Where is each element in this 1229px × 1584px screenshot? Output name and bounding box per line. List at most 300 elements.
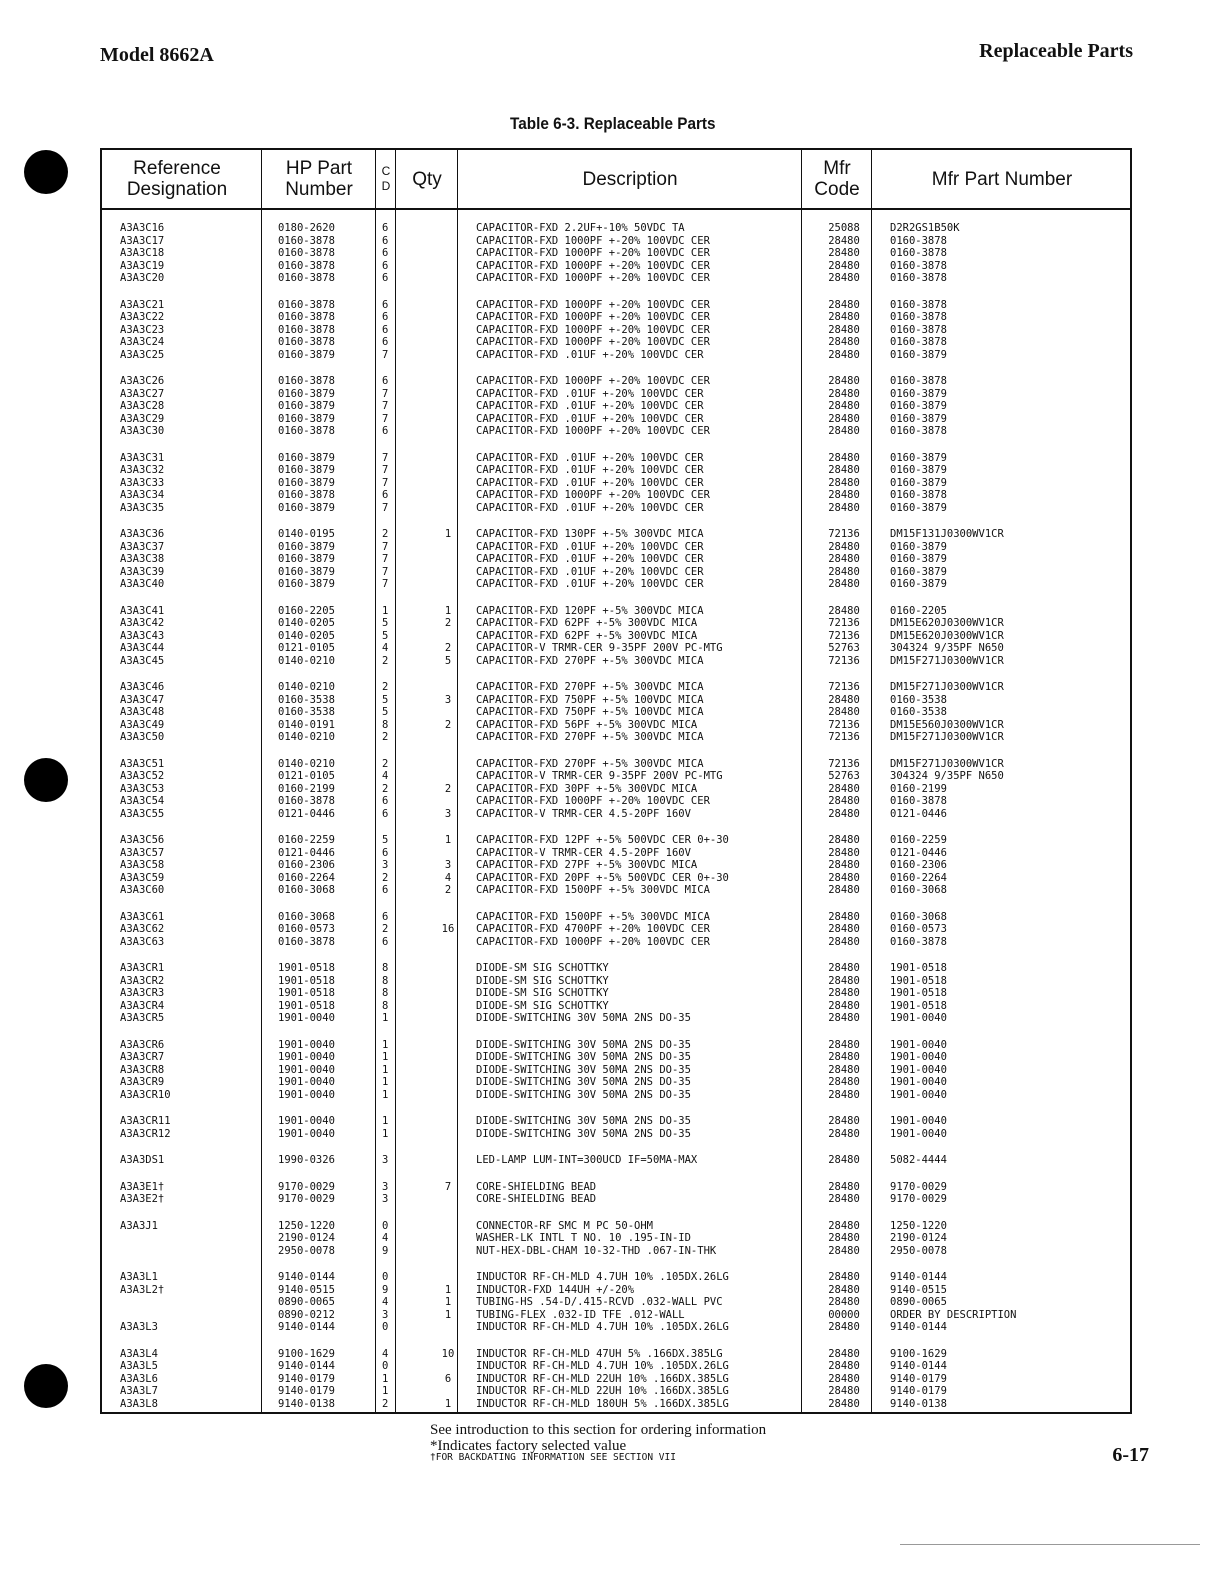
cell-hp-part: 9100-1629 [278,1347,335,1360]
cell-hp-part: 1901-0518 [278,962,335,974]
cell-mfr-part: 0160-2205 [890,604,947,617]
cell-hp-part: 9140-0144 [278,1321,335,1333]
cell-mfr-code: 52763 [828,642,860,654]
cell-mfr-part: 0160-3878 [890,311,947,323]
cell-hp-part: 0160-3878 [278,234,335,247]
cell-mfr-code: 28480 [828,795,860,807]
cell-mfr-code: 28480 [828,1321,860,1333]
cell-reference: A3A3C27 [120,387,165,400]
cell-description: CAPACITOR-FXD .01UF +-20% 100VDC CER [476,540,704,553]
cell-description: CAPACITOR-FXD .01UF +-20% 100VDC CER [476,464,704,476]
header-reference-designation: Reference Designation [126,158,228,200]
row-group [102,758,1130,821]
cell-mfr-part: 0160-3068 [890,910,947,923]
cell-cd: 1 [382,1051,389,1063]
cell-cd: 1 [382,1088,389,1101]
cell-reference: A3A3L7 [120,1385,158,1397]
cell-mfr-part: 0160-3538 [890,693,947,706]
cell-mfr-code: 28480 [828,234,860,247]
cell-description: CAPACITOR-FXD 20PF +-5% 500VDC CER 0+-30 [476,871,729,884]
table-row [102,962,1130,975]
cell-mfr-code: 28480 [828,298,860,311]
cell-mfr-part: 0160-2259 [890,834,947,846]
cell-mfr-part: 2950-0078 [890,1244,947,1257]
cell-mfr-part: 0160-3879 [890,553,947,565]
cell-cd: 0 [382,1321,389,1333]
table-row [102,489,1130,502]
cell-cd: 7 [382,578,389,590]
table-row [102,872,1130,885]
cell-description: CAPACITOR-FXD 270PF +-5% 300VDC MICA [476,757,704,770]
cell-cd: 5 [382,617,389,629]
cell-cd: 6 [382,247,389,259]
header-description: Description [582,168,678,190]
cell-cd: 5 [382,629,389,642]
cell-reference: A3A3E1† [120,1180,165,1193]
cell-reference: A3A3C30 [120,425,165,437]
table-row [102,1321,1130,1334]
cell-description: INDUCTOR RF-CH-MLD 47UH 5% .166DX.385LG [476,1347,723,1360]
cell-qty: 7 [444,1180,452,1193]
cell-hp-part: 0160-3879 [278,387,335,400]
table-row [102,923,1130,936]
cell-reference: A3A3C20 [120,272,165,284]
cell-cd: 6 [382,935,389,948]
cell-reference: A3A3C50 [120,731,165,743]
cell-mfr-part: 304324 9/35PF N650 [890,642,1004,654]
table-row [102,1089,1130,1102]
table-row [102,731,1130,744]
cell-description: CAPACITOR-V TRMR-CER 9-35PF 200V PC-MTG [476,642,723,654]
cell-description: CAPACITOR-FXD 1000PF +-20% 100VDC CER [476,795,710,807]
model-header: Model 8662A [100,44,214,66]
cell-mfr-code: 28480 [828,604,860,617]
cell-mfr-part: 0160-3879 [890,400,947,412]
cell-hp-part: 0160-3879 [278,565,335,578]
cell-hp-part: 0160-3538 [278,693,335,706]
cell-hp-part: 0160-0573 [278,923,335,935]
cell-mfr-code: 28480 [828,1115,860,1127]
cell-mfr-code: 28480 [828,693,860,706]
cell-reference: A3A3C26 [120,375,165,387]
cell-reference: A3A3C52 [120,770,165,782]
cell-mfr-part: 1901-0518 [890,987,947,999]
cell-description: CAPACITOR-FXD 1000PF +-20% 100VDC CER [476,336,710,348]
header-qty: Qty [412,168,442,190]
cell-mfr-code: 28480 [828,1127,860,1140]
table-row [102,336,1130,349]
binder-hole-top [24,150,68,194]
cell-mfr-code: 72136 [828,718,860,731]
row-group [102,1154,1130,1167]
cell-mfr-code: 28480 [828,1385,860,1397]
cell-description: CAPACITOR-FXD 750PF +-5% 100VDC MICA [476,693,704,706]
table-row [102,1245,1130,1258]
cell-cd: 1 [382,1385,389,1397]
cell-reference: A3A3C59 [120,871,165,884]
cell-reference: A3A3C35 [120,501,165,514]
table-row [102,911,1130,924]
cell-description: INDUCTOR-FXD 144UH +/-20% [476,1283,635,1296]
cell-mfr-part: 0160-3538 [890,706,947,718]
cell-mfr-part: DM15E560J0300WV1CR [890,718,1004,731]
cell-cd: 6 [382,884,389,896]
cell-hp-part: 0121-0105 [278,642,335,654]
cell-cd: 4 [382,770,389,782]
row-group [102,375,1130,438]
cell-cd: 6 [382,795,389,807]
cell-mfr-code: 28480 [828,323,860,336]
cell-mfr-code: 72136 [828,681,860,693]
cell-cd: 1 [382,1372,389,1385]
cell-reference: A3A3CR5 [120,1012,165,1024]
cell-mfr-part: 0160-3879 [890,501,947,514]
cell-qty: 1 [444,1397,452,1410]
cell-mfr-code: 28480 [828,501,860,514]
cell-description: CONNECTOR-RF SMC M PC 50-OHM [476,1219,654,1232]
cell-description: CAPACITOR-FXD 62PF +-5% 300VDC MICA [476,629,698,642]
table-row [102,1220,1130,1233]
cell-mfr-part: 9140-0179 [890,1372,947,1385]
table-row [102,987,1130,1000]
cell-mfr-part: 0160-3878 [890,247,947,259]
cell-reference: A3A3C22 [120,311,165,323]
cell-mfr-code: 28480 [828,272,860,284]
cell-hp-part: 0160-2264 [278,871,335,884]
cell-description: CAPACITOR-FXD 1000PF +-20% 100VDC CER [476,272,710,284]
cell-description: CAPACITOR-FXD 270PF +-5% 300VDC MICA [476,731,704,743]
cell-hp-part: 9170-0029 [278,1193,335,1205]
cell-cd: 2 [382,782,389,795]
cell-cd: 2 [382,528,389,540]
table-row [102,605,1130,618]
row-group [102,911,1130,949]
cell-cd: 6 [382,910,389,923]
cell-mfr-code: 28480 [828,1180,860,1193]
table-row [102,642,1130,655]
table-row [102,578,1130,591]
cell-mfr-code: 28480 [828,1360,860,1372]
cell-cd: 6 [382,425,389,437]
cell-mfr-code: 28480 [828,1397,860,1410]
header-hp-part-number: HP Part Number [285,158,353,200]
cell-hp-part: 0121-0105 [278,770,335,782]
cell-hp-part: 0890-0065 [278,1296,335,1308]
row-group [102,222,1130,285]
cell-reference: A3A3C36 [120,528,165,540]
cell-mfr-part: 0160-3879 [890,348,947,361]
cell-cd: 0 [382,1360,389,1372]
cell-mfr-part: 0160-2306 [890,859,947,871]
cell-reference: A3A3CR10 [120,1088,171,1101]
cell-mfr-code: 28480 [828,464,860,476]
cell-qty: 10 [441,1347,455,1360]
cell-mfr-code: 28480 [828,807,860,820]
cell-cd: 2 [382,757,389,770]
cell-mfr-part: 0160-3878 [890,272,947,284]
footnote-backdating: †FOR BACKDATING INFORMATION SEE SECTION VII [430,1452,676,1463]
table-row [102,375,1130,388]
cell-cd: 6 [382,222,389,234]
cell-hp-part: 0160-3879 [278,451,335,464]
cell-mfr-code: 28480 [828,489,860,501]
cell-mfr-part: 0160-3878 [890,375,947,387]
table-row [102,477,1130,490]
cell-hp-part: 9140-0144 [278,1271,335,1283]
cell-reference: A3A3C47 [120,693,165,706]
cell-cd: 0 [382,1271,389,1283]
section-header: Replaceable Parts [979,40,1133,62]
cell-mfr-part: 0160-3879 [890,565,947,578]
row-group [102,299,1130,362]
cell-mfr-part: 0121-0446 [890,846,947,859]
cell-reference: A3A3C61 [120,910,165,923]
cell-hp-part: 0160-3538 [278,706,335,718]
cell-description: CAPACITOR-FXD 1000PF +-20% 100VDC CER [476,247,710,259]
table-row [102,1012,1130,1025]
cell-mfr-code: 28480 [828,553,860,565]
cell-reference: A3A3C56 [120,834,165,846]
cell-description: CAPACITOR-FXD 270PF +-5% 300VDC MICA [476,654,704,667]
table-row [102,758,1130,771]
table-row [102,1309,1130,1322]
cell-reference: A3A3CR1 [120,962,165,974]
cell-cd: 6 [382,846,389,859]
cell-reference: A3A3C28 [120,400,165,412]
cell-cd: 4 [382,1232,389,1244]
cell-hp-part: 1901-0040 [278,1038,335,1051]
cell-hp-part: 0140-0191 [278,718,335,731]
cell-mfr-part: 2190-0124 [890,1232,947,1244]
table-row [102,694,1130,707]
cell-description: DIODE-SWITCHING 30V 50MA 2NS DO-35 [476,1076,691,1088]
cell-reference: A3A3E2† [120,1193,165,1205]
cell-mfr-code: 28480 [828,348,860,361]
cell-mfr-code: 28480 [828,540,860,553]
binder-hole-middle [24,758,68,802]
table-row [102,706,1130,719]
cell-description: CAPACITOR-FXD 30PF +-5% 300VDC MICA [476,782,698,795]
table-row [102,1373,1130,1386]
cell-mfr-code: 28480 [828,1193,860,1205]
cell-mfr-code: 28480 [828,910,860,923]
cell-description: CORE-SHIELDING BEAD [476,1193,597,1205]
cell-mfr-code: 28480 [828,1244,860,1257]
cell-cd: 8 [382,987,389,999]
cell-mfr-part: DM15F271J0300WV1CR [890,681,1004,693]
cell-mfr-code: 28480 [828,247,860,259]
cell-reference: A3A3C33 [120,476,165,489]
cell-description: INDUCTOR RF-CH-MLD 4.7UH 10% .105DX.26LG [476,1360,729,1372]
table-row [102,222,1130,235]
cell-description: CAPACITOR-V TRMR-CER 4.5-20PF 160V [476,807,691,820]
cell-mfr-part: 9170-0029 [890,1180,947,1193]
cell-hp-part: 0140-0195 [278,528,335,540]
table-row [102,272,1130,285]
cell-cd: 6 [382,311,389,323]
cell-reference: A3A3C62 [120,923,165,935]
cell-mfr-part: 0160-3879 [890,464,947,476]
cell-qty: 4 [444,871,452,884]
row-group [102,681,1130,744]
cell-mfr-part: 9170-0029 [890,1193,947,1205]
cell-reference: A3A3DS1 [120,1154,165,1166]
cell-cd: 9 [382,1244,389,1257]
cell-description: CAPACITOR-FXD 1000PF +-20% 100VDC CER [476,234,710,247]
cell-mfr-code: 28480 [828,834,860,846]
cell-mfr-code: 28480 [828,1219,860,1232]
cell-hp-part: 0160-2199 [278,782,335,795]
cell-cd: 2 [382,681,389,693]
cell-cd: 6 [382,259,389,272]
cell-mfr-part: 5082-4444 [890,1154,947,1166]
table-row [102,975,1130,988]
cell-mfr-code: 28480 [828,412,860,425]
cell-reference: A3A3L4 [120,1347,158,1360]
cell-cd: 7 [382,464,389,476]
cell-mfr-code: 28480 [828,846,860,859]
cell-cd: 6 [382,272,389,284]
cell-mfr-part: 1901-0040 [890,1076,947,1088]
cell-cd: 9 [382,1283,389,1296]
cell-description: CAPACITOR-FXD 2.2UF+-10% 50VDC TA [476,222,685,234]
table-body [102,222,1130,1424]
cell-reference: A3A3L3 [120,1321,158,1333]
cell-mfr-code: 28480 [828,859,860,871]
cell-description: CAPACITOR-FXD .01UF +-20% 100VDC CER [476,348,704,361]
cell-description: CAPACITOR-FXD 1000PF +-20% 100VDC CER [476,259,710,272]
cell-hp-part: 0140-0210 [278,757,335,770]
cell-mfr-part: 9140-0144 [890,1360,947,1372]
cell-description: DIODE-SWITCHING 30V 50MA 2NS DO-35 [476,1115,691,1127]
cell-qty: 6 [444,1372,452,1385]
cell-cd: 1 [382,1115,389,1127]
cell-description: INDUCTOR RF-CH-MLD 180UH 5% .166DX.385LG [476,1397,729,1410]
cell-cd: 7 [382,387,389,400]
cell-mfr-code: 00000 [828,1308,860,1321]
cell-cd: 6 [382,323,389,336]
footnote-ordering: See introduction to this section for ordering information [430,1422,767,1438]
cell-reference: A3A3C16 [120,222,165,234]
cell-description: CAPACITOR-FXD 1000PF +-20% 100VDC CER [476,935,710,948]
cell-mfr-part: 9140-0144 [890,1321,947,1333]
table-row [102,936,1130,949]
table-row [102,884,1130,897]
cell-description: CAPACITOR-FXD .01UF +-20% 100VDC CER [476,565,704,578]
cell-mfr-code: 28480 [828,1347,860,1360]
cell-mfr-part: 0160-3879 [890,578,947,590]
cell-mfr-code: 28480 [828,1372,860,1385]
cell-mfr-part: DM15E620J0300WV1CR [890,629,1004,642]
cell-hp-part: 1901-0040 [278,1051,335,1063]
cell-mfr-part: DM15F271J0300WV1CR [890,757,1004,770]
table-row [102,630,1130,643]
cell-cd: 7 [382,501,389,514]
header-mfr-code: Mfr Code [814,158,860,200]
cell-mfr-code: 28480 [828,259,860,272]
cell-mfr-part: 0121-0446 [890,807,947,820]
cell-mfr-part: 9140-0179 [890,1385,947,1397]
cell-description: INDUCTOR RF-CH-MLD 4.7UH 10% .105DX.26LG [476,1271,729,1283]
cell-qty: 5 [444,654,452,667]
cell-mfr-code: 28480 [828,974,860,987]
cell-mfr-part: DM15F271J0300WV1CR [890,731,1004,743]
table-row [102,617,1130,630]
cell-reference: A3A3C63 [120,935,165,948]
cell-cd: 5 [382,706,389,718]
cell-mfr-code: 28480 [828,871,860,884]
cell-cd: 2 [382,654,389,667]
cell-mfr-code: 28480 [828,311,860,323]
cell-mfr-part: 0890-0065 [890,1296,947,1308]
cell-mfr-part: 0160-3879 [890,540,947,553]
table-row [102,847,1130,860]
cell-cd: 7 [382,476,389,489]
cell-cd: 8 [382,962,389,974]
table-row [102,324,1130,337]
cell-mfr-code: 28480 [828,987,860,999]
cell-description: DIODE-SWITCHING 30V 50MA 2NS DO-35 [476,1088,691,1101]
table-row [102,1000,1130,1013]
table-row [102,795,1130,808]
table-row [102,553,1130,566]
cell-hp-part: 0160-2259 [278,834,335,846]
cell-description: TUBING-HS .54-D/.415-RCVD .032-WALL PVC [476,1296,723,1308]
cell-description: CAPACITOR-FXD 270PF +-5% 300VDC MICA [476,681,704,693]
cell-reference: A3A3C44 [120,642,165,654]
cell-hp-part: 0121-0446 [278,807,335,820]
cell-hp-part: 0160-3878 [278,795,335,807]
cell-mfr-part: 0160-3878 [890,795,947,807]
table-row [102,1039,1130,1052]
cell-mfr-code: 28480 [828,1232,860,1244]
cell-hp-part: 0140-0205 [278,629,335,642]
cell-hp-part: 0140-0210 [278,654,335,667]
table-row [102,1154,1130,1167]
cell-description: CAPACITOR-V TRMR-CER 4.5-20PF 160V [476,846,691,859]
cell-reference: A3A3CR11 [120,1115,171,1127]
cell-reference: A3A3L5 [120,1360,158,1372]
table-row [102,541,1130,554]
cell-description: CAPACITOR-FXD 56PF +-5% 300VDC MICA [476,718,698,731]
cell-mfr-code: 28480 [828,1271,860,1283]
cell-description: CAPACITOR-FXD 130PF +-5% 300VDC MICA [476,528,704,540]
table-row [102,770,1130,783]
cell-reference: A3A3CR6 [120,1038,165,1051]
cell-hp-part: 1901-0518 [278,974,335,987]
cell-description: DIODE-SM SIG SCHOTTKY [476,987,609,999]
cell-mfr-part: 0160-3879 [890,387,947,400]
cell-qty: 2 [444,782,452,795]
cell-reference: A3A3CR8 [120,1063,165,1076]
cell-reference: A3A3L1 [120,1271,158,1283]
cell-cd: 1 [382,1127,389,1140]
cell-mfr-part: 1901-0040 [890,1088,947,1101]
cell-hp-part: 9140-0179 [278,1372,335,1385]
table-row [102,834,1130,847]
cell-hp-part: 0890-0212 [278,1308,335,1321]
cell-cd: 3 [382,1308,389,1321]
cell-cd: 1 [382,1076,389,1088]
cell-hp-part: 0160-3879 [278,578,335,590]
cell-cd: 7 [382,412,389,425]
cell-hp-part: 1901-0040 [278,1076,335,1088]
cell-description: CAPACITOR-FXD 1000PF +-20% 100VDC CER [476,311,710,323]
cell-description: CAPACITOR-FXD .01UF +-20% 100VDC CER [476,451,704,464]
cell-cd: 6 [382,298,389,311]
cell-cd: 2 [382,731,389,743]
cell-cd: 7 [382,348,389,361]
